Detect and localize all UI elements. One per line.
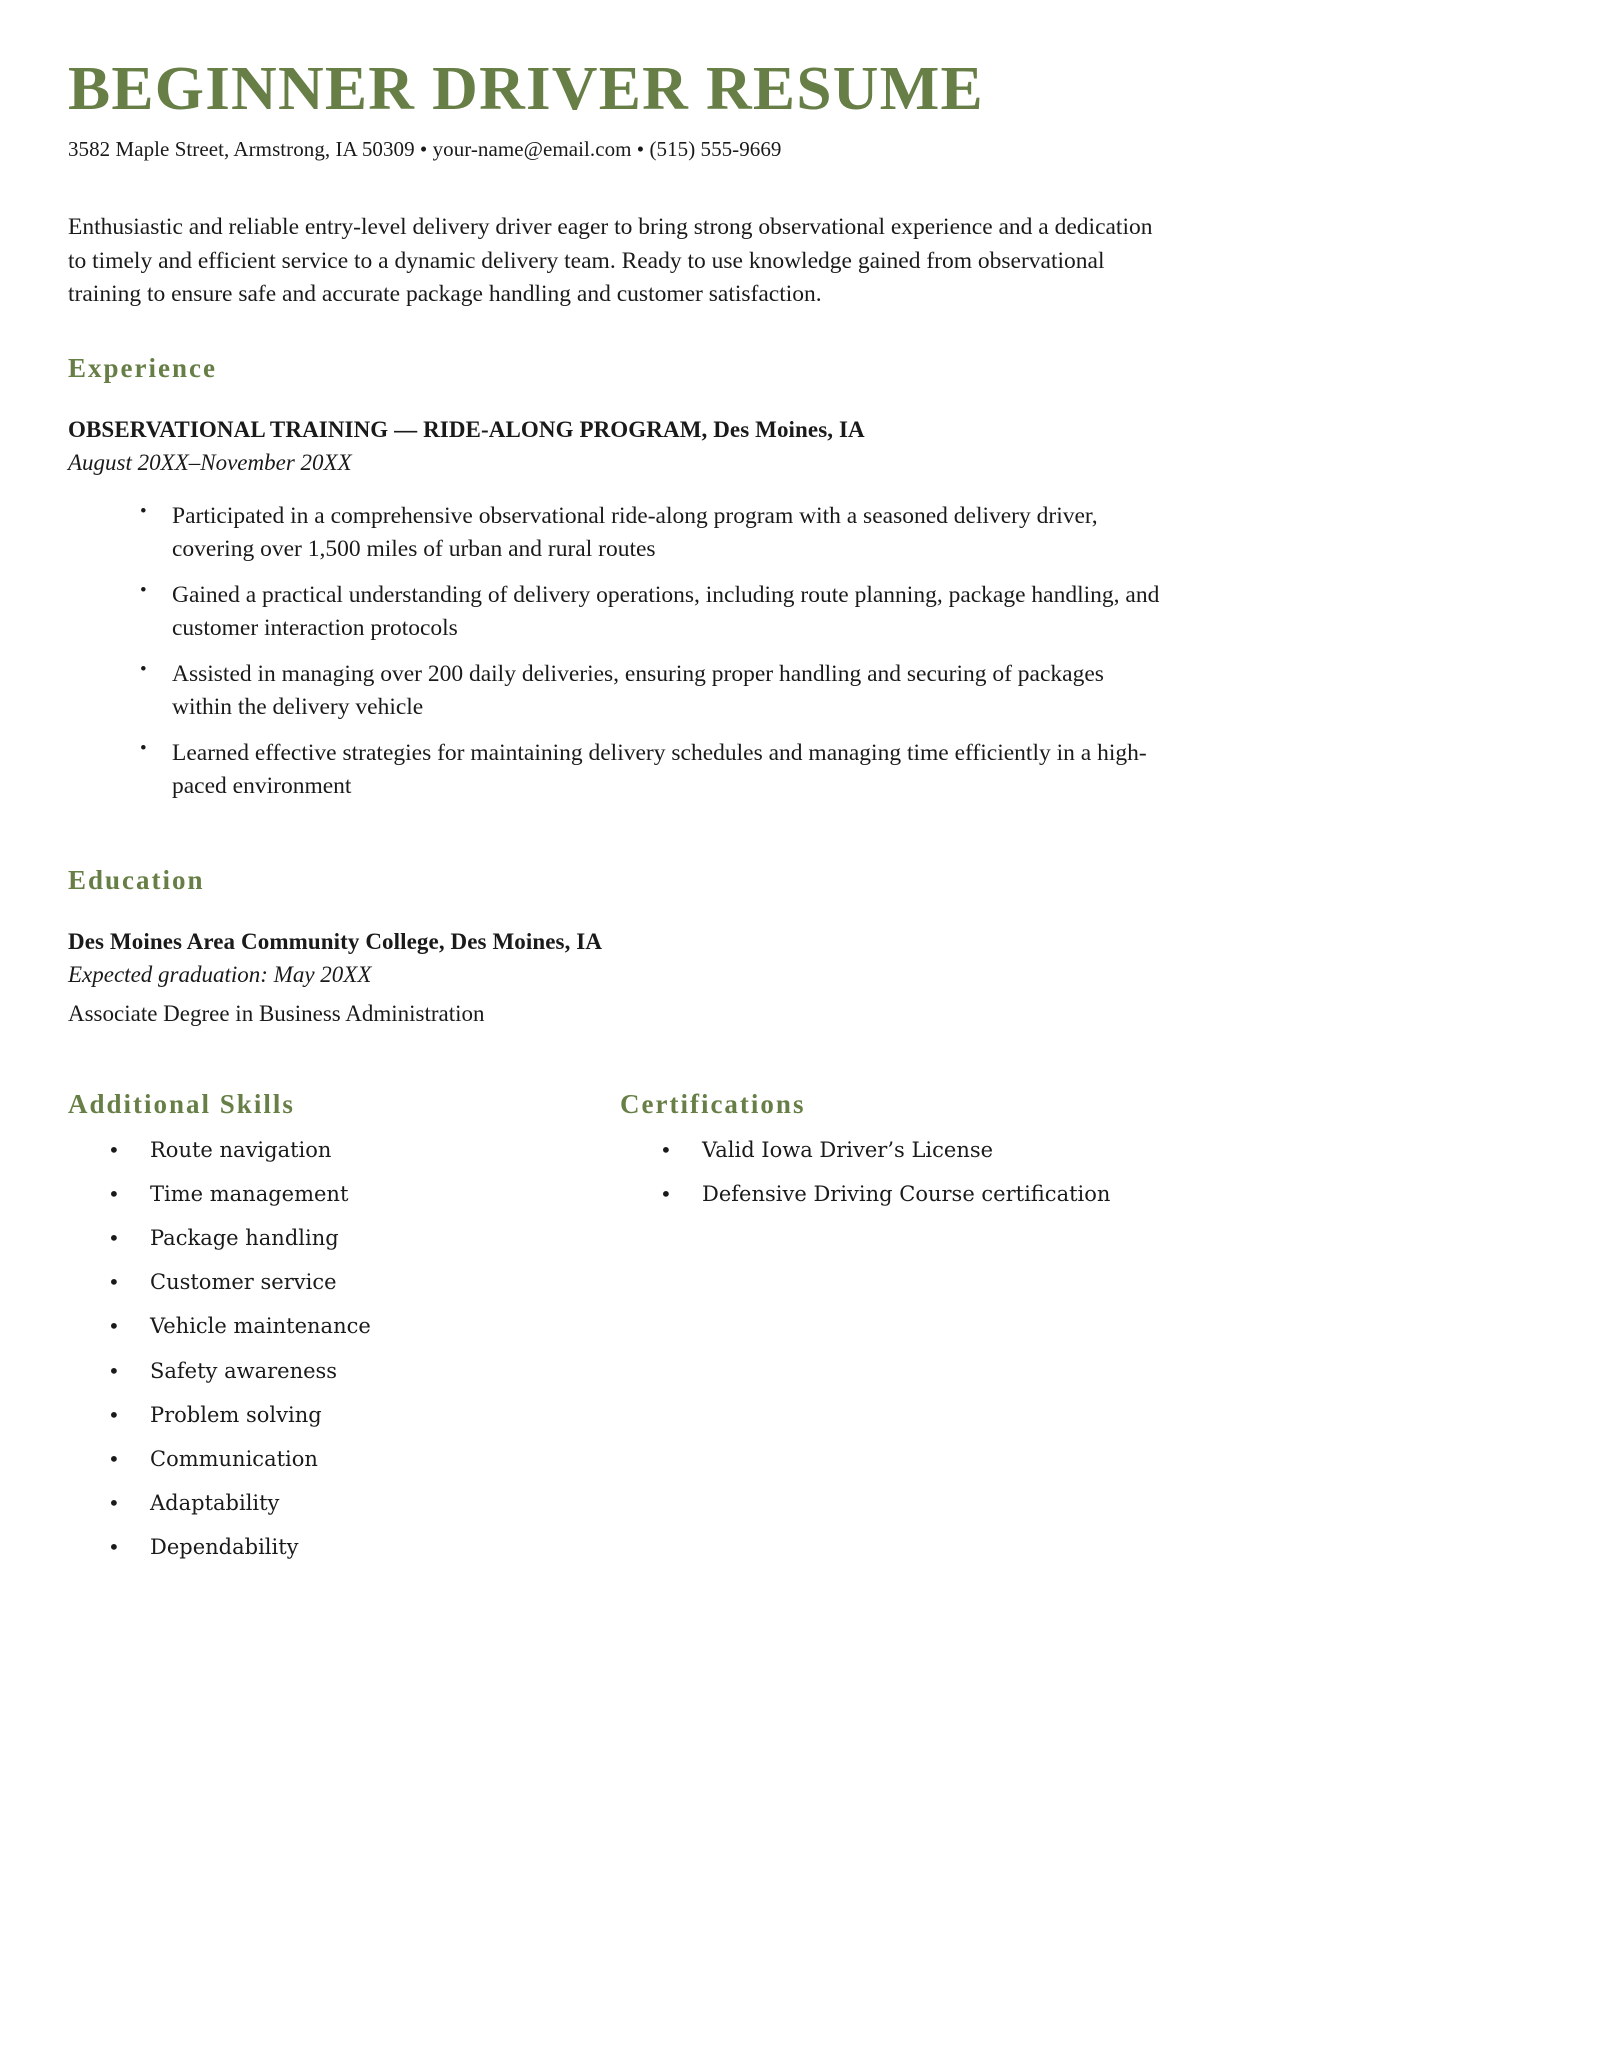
list-item: • Valid Iowa Driver’s License	[660, 1138, 1168, 1163]
education-section	[0, 865, 1236, 1029]
summary-paragraph: Enthusiastic and reliable entry-level delivery driver eager to bring strong observational experience and a dedication to timely and efficient service to a dynamic delivery team. Ready to use knowledge gained from observational training to ensure safe and accurate package handling and customer satisfaction.	[68, 214, 1153, 308]
experience-entry-title: OBSERVATIONAL TRAINING — RIDE-ALONG PROGRAM, Des Moines, IA	[68, 417, 865, 443]
certifications-section	[620, 1089, 1168, 1580]
skills-list	[68, 1138, 620, 1561]
education-entry-date: Expected graduation: May 20XX	[68, 961, 372, 987]
list-item: • Route navigation	[108, 1138, 620, 1163]
section-heading-education: Education	[68, 864, 205, 895]
list-item: • Package handling	[108, 1226, 620, 1251]
experience-section	[0, 353, 1236, 802]
list-item: • Dependability	[108, 1535, 620, 1560]
list-item: • Time management	[108, 1182, 620, 1207]
experience-entry-date: August 20XX–November 20XX	[68, 450, 352, 476]
contact-line: 3582 Maple Street, Armstrong, IA 50309 • your-name@email.com • (515) 555-9669	[68, 137, 782, 161]
list-item: • Assisted in managing over 200 daily deliveries, ensuring proper handling and securing of packages within the delivery vehicle	[140, 658, 1168, 724]
list-item: • Gained a practical understanding of delivery operations, including route planning, package handling, and customer interaction protocols	[140, 579, 1168, 645]
list-item: • Adaptability	[108, 1491, 620, 1516]
bottom-columns	[0, 1089, 1236, 1580]
list-item: • Vehicle maintenance	[108, 1314, 620, 1339]
list-item: • Defensive Driving Course certification	[660, 1182, 1168, 1207]
certifications-list	[620, 1138, 1168, 1207]
experience-bullet-list	[68, 500, 1168, 802]
list-item: • Communication	[108, 1447, 620, 1472]
education-entry-title: Des Moines Area Community College, Des Moines, IA	[68, 928, 603, 954]
list-item: • Learned effective strategies for maintaining delivery schedules and managing time efficiently in a high-paced environment	[140, 737, 1168, 803]
section-heading-certifications: Certifications	[620, 1088, 806, 1119]
additional-skills-section	[68, 1089, 620, 1580]
list-item: • Participated in a comprehensive observational ride-along program with a seasoned delivery driver, covering over 1,500 miles of urban and rural routes	[140, 500, 1168, 566]
education-entry	[68, 926, 1168, 1029]
experience-entry	[68, 414, 1168, 802]
section-heading-experience: Experience	[68, 353, 217, 384]
resume-header	[0, 0, 1236, 163]
list-item: • Problem solving	[108, 1403, 620, 1428]
education-entry-degree: Associate Degree in Business Administration	[68, 1000, 485, 1026]
list-item: • Safety awareness	[108, 1359, 620, 1384]
page-title: BEGINNER DRIVER RESUME	[68, 55, 984, 123]
list-item: • Customer service	[108, 1270, 620, 1295]
section-heading-additional-skills: Additional Skills	[68, 1088, 295, 1119]
